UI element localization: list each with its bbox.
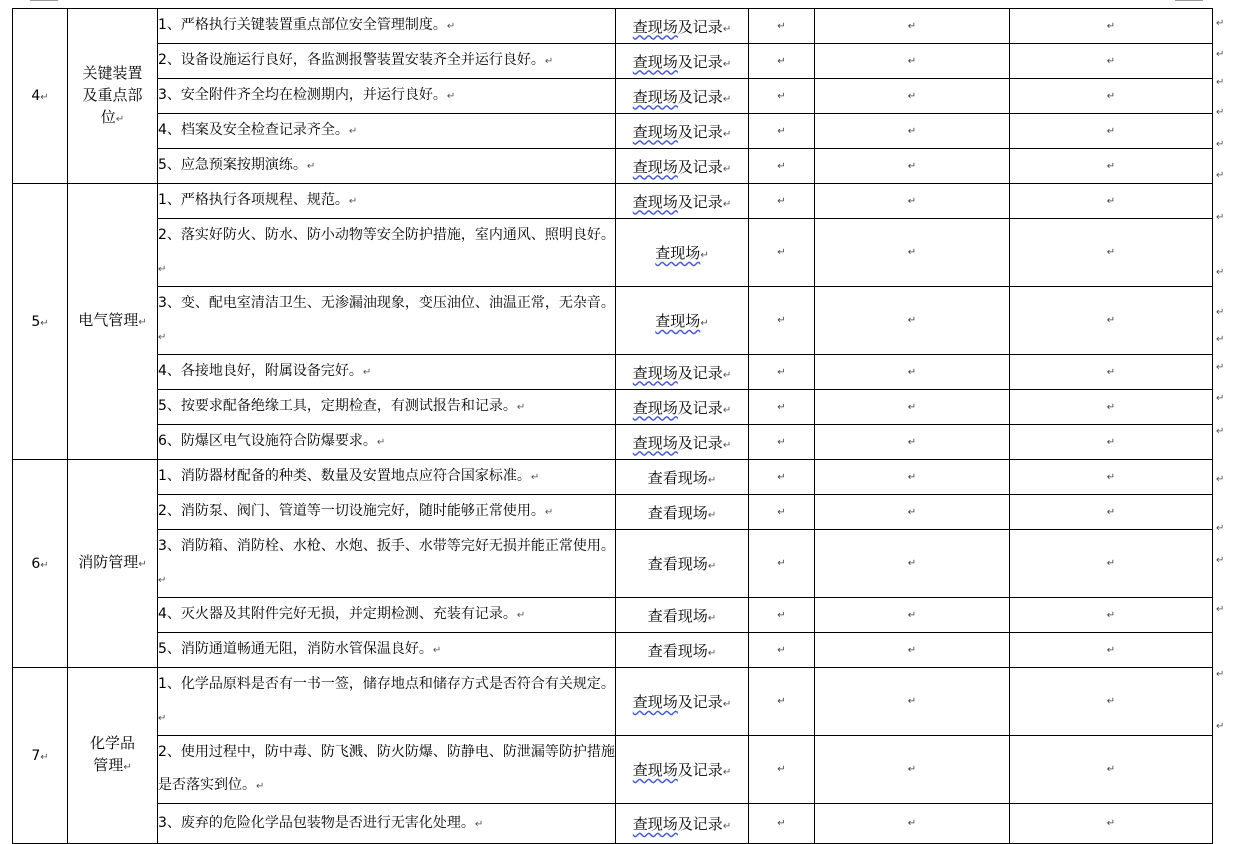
result-cell[interactable]: ↵ [749, 287, 815, 355]
issue-cell[interactable]: ↵ [815, 44, 1010, 79]
row-end-mark: ↵ [1216, 362, 1225, 373]
paragraph-mark: ↵ [40, 751, 49, 763]
inspection-method [616, 219, 749, 287]
row-end-mark: ↵ [1216, 721, 1225, 732]
inspection-method [616, 598, 749, 633]
paragraph-mark: ↵ [722, 93, 732, 105]
paragraph-mark: ↵ [40, 317, 49, 329]
spellcheck-underline: 查现场 [632, 363, 678, 382]
result-cell[interactable]: ↵ [749, 9, 815, 44]
requirement-cell [158, 287, 616, 355]
inspection-method [616, 804, 749, 844]
issue-cell[interactable]: ↵ [815, 495, 1010, 530]
spellcheck-underline: 查现场 [632, 761, 678, 779]
remark-cell[interactable]: ↵ [1010, 219, 1213, 287]
spellcheck-underline: 查现场 [632, 52, 678, 71]
paragraph-mark: ↵ [700, 318, 709, 329]
paragraph-mark: ↵ [722, 439, 732, 451]
requirement-cell [158, 495, 616, 530]
remark-cell[interactable]: ↵ [1010, 736, 1213, 804]
requirement-cell [158, 219, 616, 287]
remark-cell[interactable]: ↵ [1010, 390, 1213, 425]
paragraph-marks-column [1214, 0, 1236, 732]
spellcheck-underline: 查现场 [655, 244, 701, 262]
requirement-cell [158, 114, 616, 149]
requirement-cell [158, 355, 616, 390]
remark-cell[interactable]: ↵ [1010, 149, 1213, 184]
issue-cell[interactable]: ↵ [815, 219, 1010, 287]
table-row [13, 460, 1213, 495]
spellcheck-underline: 查现场 [632, 433, 678, 452]
category-line: 关键装置 [82, 63, 143, 82]
result-cell[interactable]: ↵ [749, 736, 815, 804]
paragraph-mark: ↵ [544, 507, 554, 518]
spellcheck-underline: 查现场 [632, 398, 678, 417]
table-row [13, 9, 1213, 44]
result-cell[interactable]: ↵ [749, 149, 815, 184]
paragraph-mark: ↵ [722, 23, 732, 35]
paragraph-mark: ↵ [530, 472, 540, 483]
requirement-text: 3、消防箱、消防栓、水枪、水炮、扳手、水带等完好无损并能正常使用。 [158, 538, 615, 554]
remark-cell[interactable]: ↵ [1010, 184, 1213, 219]
inspection-method-text: 查现场及记录 [632, 157, 723, 176]
remark-cell[interactable]: ↵ [1010, 44, 1213, 79]
requirement-cell [158, 44, 616, 79]
inspection-method [616, 425, 749, 460]
section-number-text: 5 [31, 313, 41, 330]
remark-cell[interactable]: ↵ [1010, 425, 1213, 460]
inspection-method [616, 633, 749, 668]
result-cell[interactable]: ↵ [749, 598, 815, 633]
remark-cell[interactable]: ↵ [1010, 633, 1213, 668]
requirement-cell [158, 804, 616, 844]
paragraph-mark: ↵ [707, 647, 717, 659]
paragraph-mark: ↵ [516, 610, 526, 621]
requirement-cell [158, 460, 616, 495]
inspection-method-text: 查现场及记录 [632, 815, 723, 833]
spellcheck-underline: 查现场 [632, 192, 678, 211]
table-row [13, 633, 1213, 668]
inspection-method-text: 查现场及记录 [632, 87, 723, 106]
paragraph-mark: ↵ [40, 559, 49, 571]
issue-cell[interactable]: ↵ [815, 668, 1010, 736]
inspection-method-text: 查看现场 [647, 641, 708, 660]
inspection-method-text [655, 244, 700, 262]
section-number [13, 668, 68, 844]
requirement-text: 1、严格执行各项规程、规范。 [158, 192, 349, 208]
category-line: 位↵ [100, 107, 125, 126]
row-end-mark: ↵ [1216, 604, 1225, 615]
issue-cell[interactable]: ↵ [815, 184, 1010, 219]
spellcheck-underline: 查现场 [632, 87, 678, 106]
remark-cell[interactable]: ↵ [1010, 460, 1213, 495]
table-row [13, 44, 1213, 79]
inspection-method [616, 149, 749, 184]
table-row [13, 495, 1213, 530]
section-number [13, 9, 68, 184]
result-cell[interactable]: ↵ [749, 633, 815, 668]
inspection-method [616, 390, 749, 425]
paragraph-mark: ↵ [306, 161, 316, 172]
requirement-text: 3、废弃的危险化学品包装物是否进行无害化处理。 [158, 814, 475, 831]
category-line: 管理↵ [93, 756, 132, 774]
requirement-text: 4、档案及安全检查记录齐全。 [158, 122, 349, 138]
requirement-cell [158, 425, 616, 460]
inspection-method [616, 79, 749, 114]
inspection-method [616, 114, 749, 149]
inspection-method [616, 495, 749, 530]
requirement-cell [158, 149, 616, 184]
row-end-mark: ↵ [1216, 17, 1225, 29]
paragraph-mark: ↵ [158, 264, 167, 275]
requirement-cell [158, 598, 616, 633]
section-number-text: 6 [31, 555, 41, 572]
paragraph-mark: ↵ [446, 21, 456, 32]
issue-cell[interactable]: ↵ [815, 390, 1010, 425]
result-cell[interactable]: ↵ [749, 530, 815, 598]
inspection-method [616, 530, 749, 598]
row-end-mark: ↵ [1216, 48, 1225, 60]
requirement-text: 2、设备设施运行良好，各监测报警装置安装齐全并运行良好。 [158, 52, 545, 68]
requirement-cell [158, 530, 616, 598]
table-row [13, 287, 1213, 355]
paragraph-mark: ↵ [376, 437, 386, 448]
inspection-method [616, 736, 749, 804]
issue-cell[interactable]: ↵ [815, 355, 1010, 390]
section-number [13, 184, 68, 460]
inspection-method [616, 184, 749, 219]
paragraph-mark: ↵ [138, 559, 147, 570]
inspection-method-text: 查现场及记录 [632, 17, 723, 36]
spellcheck-underline: 查现场 [632, 122, 678, 141]
paragraph-mark: ↵ [40, 92, 49, 103]
result-cell[interactable]: ↵ [749, 425, 815, 460]
paragraph-mark: ↵ [722, 767, 732, 778]
paragraph-mark: ↵ [138, 317, 147, 328]
requirement-cell [158, 184, 616, 219]
inspection-method [616, 668, 749, 736]
requirement-text: 1、化学品原料是否有一书一签，储存地点和储存方式是否符合有关规定。 [158, 676, 615, 692]
paragraph-mark: ↵ [362, 367, 372, 378]
paragraph-mark: ↵ [115, 113, 125, 125]
paragraph-mark: ↵ [123, 762, 132, 773]
paragraph-mark: ↵ [722, 198, 732, 210]
requirement-cell [158, 390, 616, 425]
result-cell[interactable]: ↵ [749, 495, 815, 530]
table-row [13, 390, 1213, 425]
remark-cell[interactable]: ↵ [1010, 9, 1213, 44]
row-end-mark: ↵ [1216, 393, 1225, 404]
row-end-mark: ↵ [1216, 522, 1225, 534]
section-number [13, 460, 68, 668]
row-end-mark: ↵ [1216, 307, 1225, 318]
result-cell[interactable]: ↵ [749, 219, 815, 287]
requirement-text: 2、落实好防火、防水、防小动物等安全防护措施，室内通风、照明良好。 [158, 227, 615, 243]
category-line: 化学品 [89, 734, 135, 752]
result-cell[interactable]: ↵ [749, 184, 815, 219]
spellcheck-underline: 查现场 [632, 815, 678, 833]
result-cell[interactable]: ↵ [749, 804, 815, 844]
paragraph-mark: ↵ [722, 128, 732, 140]
table-row [13, 79, 1213, 114]
inspection-method-text: 查现场及记录 [632, 122, 723, 141]
table-row [13, 530, 1213, 598]
table-row [13, 598, 1213, 633]
section-category [68, 9, 158, 184]
result-cell[interactable]: ↵ [749, 390, 815, 425]
issue-cell[interactable]: ↵ [815, 598, 1010, 633]
table-row [13, 804, 1213, 844]
row-end-mark: ↵ [1216, 212, 1225, 223]
paragraph-mark: ↵ [544, 56, 554, 67]
remark-cell[interactable]: ↵ [1010, 804, 1213, 844]
requirement-text: 3、变、配电室清洁卫生、无渗漏油现象，变压油位、油温正常，无杂音。 [158, 295, 615, 311]
remark-cell[interactable]: ↵ [1010, 668, 1213, 736]
remark-cell[interactable]: ↵ [1010, 495, 1213, 530]
table-row [13, 149, 1213, 184]
inspection-method-text: 查现场及记录 [632, 693, 723, 711]
requirement-text: 5、消防通道畅通无阻，消防水管保温良好。 [158, 641, 433, 657]
result-cell[interactable]: ↵ [749, 460, 815, 495]
issue-cell[interactable]: ↵ [815, 425, 1010, 460]
safety-inspection-table [12, 8, 1213, 844]
requirement-cell [158, 79, 616, 114]
table-row [13, 219, 1213, 287]
inspection-method-text: 查看现场 [647, 468, 708, 487]
section-number-text: 4 [31, 88, 41, 104]
inspection-method-text: 查现场及记录 [632, 398, 723, 417]
requirement-text: 3、安全附件齐全均在检测期内，并运行良好。 [158, 87, 447, 103]
paragraph-mark: ↵ [516, 402, 526, 413]
requirement-text: 4、各接地良好，附属设备完好。 [158, 363, 363, 379]
paragraph-mark: ↵ [722, 699, 732, 710]
category-line: 电气管理↵ [78, 311, 147, 329]
inspection-method [616, 9, 749, 44]
result-cell[interactable]: ↵ [749, 114, 815, 149]
row-end-mark: ↵ [1216, 139, 1225, 150]
issue-cell[interactable]: ↵ [815, 9, 1010, 44]
result-cell[interactable]: ↵ [749, 355, 815, 390]
paragraph-mark: ↵ [158, 713, 167, 724]
paragraph-mark: ↵ [722, 404, 732, 416]
paragraph-mark: ↵ [707, 509, 717, 521]
issue-cell[interactable]: ↵ [815, 149, 1010, 184]
row-end-mark: ↵ [1216, 267, 1225, 278]
spellcheck-underline: 查现场 [632, 693, 678, 711]
table-row [13, 425, 1213, 460]
row-end-mark: ↵ [1216, 555, 1225, 566]
inspection-method-text: 查看现场 [647, 606, 708, 625]
requirement-cell [158, 736, 616, 804]
section-category [68, 668, 158, 844]
paragraph-mark: ↵ [722, 369, 732, 381]
inspection-method-text: 查现场及记录 [632, 52, 723, 71]
table-row [13, 114, 1213, 149]
requirement-text: 2、消防泵、阀门、管道等一切设施完好，随时能够正常使用。 [158, 503, 545, 519]
inspection-method-text: 查现场及记录 [632, 433, 723, 452]
requirement-cell [158, 633, 616, 668]
paragraph-mark: ↵ [707, 561, 717, 572]
issue-cell[interactable]: ↵ [815, 633, 1010, 668]
inspection-method [616, 355, 749, 390]
requirement-text: 5、应急预案按期演练。 [158, 157, 307, 173]
result-cell[interactable]: ↵ [749, 44, 815, 79]
inspection-method [616, 287, 749, 355]
paragraph-mark: ↵ [722, 821, 732, 832]
requirement-text: 5、按要求配备绝缘工具，定期检查，有测试报告和记录。 [158, 398, 517, 414]
result-cell[interactable]: ↵ [749, 668, 815, 736]
issue-cell[interactable]: ↵ [815, 736, 1010, 804]
spellcheck-underline: 查现场 [655, 312, 701, 330]
requirement-text: 4、灭火器及其附件完好无损，并定期检测、充装有记录。 [158, 606, 517, 622]
remark-cell[interactable]: ↵ [1010, 114, 1213, 149]
issue-cell[interactable]: ↵ [815, 114, 1010, 149]
inspection-method-text: 查现场及记录 [632, 192, 723, 211]
paragraph-mark: ↵ [432, 645, 442, 656]
inspection-method-text: 查现场及记录 [632, 363, 723, 382]
inspection-method [616, 44, 749, 79]
requirement-text: 6、防爆区电气设施符合防爆要求。 [158, 433, 377, 449]
remark-cell[interactable]: ↵ [1010, 79, 1213, 114]
row-end-mark: ↵ [1216, 77, 1225, 88]
paragraph-mark: ↵ [446, 91, 456, 102]
inspection-method-text: 查现场及记录 [632, 761, 723, 779]
issue-cell[interactable]: ↵ [815, 287, 1010, 355]
paragraph-mark: ↵ [348, 196, 358, 207]
paragraph-mark: ↵ [348, 126, 358, 137]
requirement-cell [158, 668, 616, 736]
remark-cell[interactable]: ↵ [1010, 530, 1213, 598]
requirement-cell [158, 9, 616, 44]
issue-cell[interactable]: ↵ [815, 804, 1010, 844]
paragraph-mark: ↵ [474, 818, 484, 830]
issue-cell[interactable]: ↵ [815, 460, 1010, 495]
paragraph-mark: ↵ [158, 575, 167, 586]
section-number-text: 7 [31, 747, 41, 764]
row-end-mark: ↵ [1216, 473, 1225, 485]
inspection-method-text [655, 312, 700, 330]
section-category [68, 184, 158, 460]
inspection-method-text: 查看现场 [647, 503, 708, 522]
remark-cell[interactable]: ↵ [1010, 598, 1213, 633]
row-end-mark: ↵ [1216, 669, 1225, 680]
row-end-mark: ↵ [1216, 334, 1225, 345]
remark-cell[interactable]: ↵ [1010, 287, 1213, 355]
spellcheck-underline: 查现场 [632, 157, 678, 176]
table-row [13, 184, 1213, 219]
category-line: 消防管理↵ [78, 553, 147, 571]
result-cell[interactable]: ↵ [749, 79, 815, 114]
category-line: 及重点部 [82, 85, 143, 104]
paragraph-mark: ↵ [256, 781, 265, 792]
row-end-mark: ↵ [1216, 425, 1225, 437]
section-category [68, 460, 158, 668]
paragraph-mark: ↵ [722, 163, 732, 175]
row-end-mark: ↵ [1216, 169, 1225, 181]
requirement-text: 1、消防器材配备的种类、数量及安置地点应符合国家标准。 [158, 468, 531, 484]
row-end-mark: ↵ [1216, 107, 1225, 118]
table-row [13, 736, 1213, 804]
issue-cell[interactable]: ↵ [815, 530, 1010, 598]
paragraph-mark: ↵ [707, 474, 717, 486]
requirement-text: 1、严格执行关键装置重点部位安全管理制度。 [158, 17, 447, 33]
remark-cell[interactable]: ↵ [1010, 355, 1213, 390]
table-row [13, 668, 1213, 736]
issue-cell[interactable]: ↵ [815, 79, 1010, 114]
spellcheck-underline: 查现场 [632, 17, 678, 36]
paragraph-mark: ↵ [158, 332, 167, 343]
paragraph-mark: ↵ [707, 612, 717, 624]
paragraph-mark: ↵ [700, 250, 709, 261]
inspection-method-text: 查看现场 [647, 555, 708, 573]
paragraph-mark: ↵ [722, 58, 732, 70]
inspection-method [616, 460, 749, 495]
requirement-text: 2、使用过程中，防中毒、防飞溅、防火防爆、防静电、防泄漏等防护措施是否落实到位。 [158, 744, 615, 793]
table-row [13, 355, 1213, 390]
